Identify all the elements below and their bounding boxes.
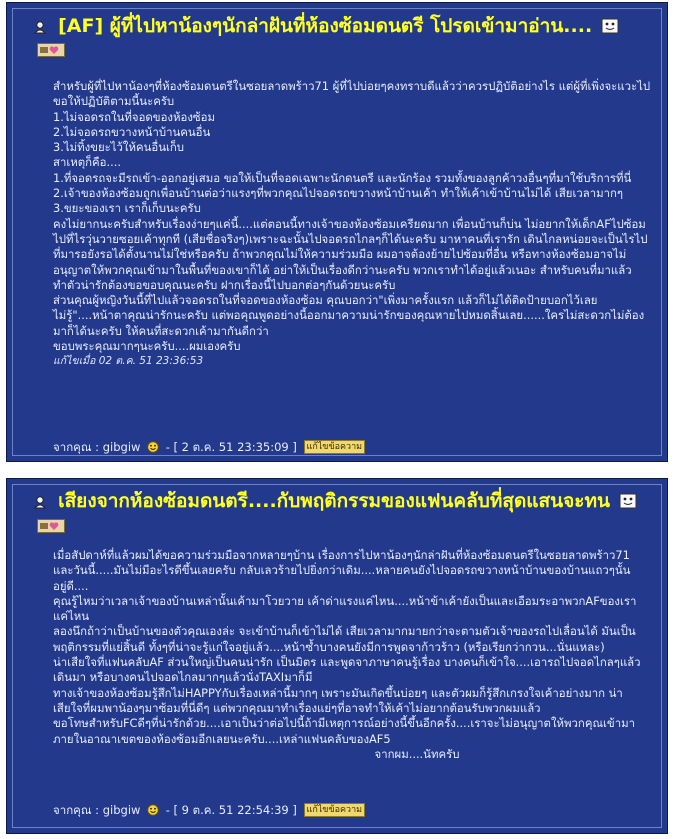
author-name[interactable]: gibgiw	[102, 803, 141, 817]
author-name[interactable]: gibgiw	[102, 440, 141, 454]
post-paragraph: ทางเจ้าของห้องซ้อมรู้สึกไม่HAPPYกับเรื่องเหล่านี้มากๆ เพราะมันเกิดขึ้นบ่อยๆ และตัวผมก็รู้สึกเกรงใจเค้าอย่างมาก น่าเสียใจที่ผมพาน้องๆมาซ้อมที่นี่ดีๆ แต่พวกคุณมาทำเรื่องแย่ๆที่อาจทำให้เค้าไม่อยากต้อนรับพวกผมแล้ว	[53, 685, 623, 715]
reason-item: 3.ขยะของเรา เราก็เก็บนะครับ	[53, 201, 201, 216]
post-card-1	[6, 2, 668, 462]
smiley-icon	[147, 441, 159, 453]
signature: จากผม....นัทครับ	[374, 746, 460, 761]
post-paragraph: ขอโทษสำหรับFCดีๆที่น่ารักด้วย....เอาเป็นว่าต่อไปนี้ถ้ามีเหตุการณ์อย่างนี้ขึ้นอีกครั้ง....เราจะไม่อนุญาตให้พวกคุณเข้ามาภายในอาณาเขตของห้องซ้อมอีกเลยนะครับ....เหล่าแฟนคลับของAF5	[53, 716, 635, 746]
post-title[interactable]: เสียงจากห้องซ้อมดนตรี....กับพฤติกรรมของแฟนคลับที่สุดแสนจะทน	[58, 490, 610, 512]
post-paragraph: สาเหตุก็คือ....	[53, 155, 121, 170]
post-body	[53, 79, 651, 370]
rule-item: 2.ไม่จอดรถขวางหน้าบ้านคนอื่น	[53, 124, 211, 139]
post-paragraph: ลองนึกถ้าว่าเป็นบ้านของตัวคุณเองล่ะ จะเข้าบ้านก็เข้าไม่ได้ เสียเวลามากมายกว่าจะตามตัวเจ้าของรถไปเลื่อนได้ มันเป็นพฤติกรรมที่แย่สิ้นดี ทั้งๆที่น่าจะรู้แก่ใจอยู่แล้ว....หน้าซ้ำบางคนยังมีการพูดจาก้าวร้าว (หรือเรียกว่ากวน...นั่นแหละ)	[53, 624, 636, 654]
smiley-icon	[147, 804, 159, 816]
heart-badge-icon	[37, 518, 65, 532]
user-icon	[33, 494, 47, 508]
post-paragraph: คงไม่ยากนะครับสำหรับเรื่องง่ายๆแค่นี้....แต่ตอนนี้ทางเจ้าของห้องซ้อมเครียดมาก เพื่อนบ้านก็บ่น ไม่อยากให้เด็กAFไปซ้อม ไปที่ไรวุ่นวายซอยเค้าทุกที (เสียชื่อจริงๆ)เพราะฉะนั้นไปจอดรถไกลๆก็ได้นะครับ มาหาคนที่เรารัก เดินไกลหน่อยจะเป็นไรไป ที่มารอยังรอได้ตั้งนานไม่ใช่หรือครับ ถ้าพวกคุณไม่ให้ความร่วมมือ ผมอาจต้องย้ายไปซ้อมที่อื่น หรือทางห้องซ้อมอาจไม่อนุญาตให้พวกคุณเข้ามาในพื้นที่ของเขาก็ได้ อย่าให้เป็นเรื่องดีกว่านะครับ พวกเราทำได้อยู่แล้วเนอะ สำหรับคนที่มาแล้วทำตัวน่ารักต้องขอขอบคุณนะครับ ฝากเรื่องนี้ไปบอกต่อๆกันด้วยนะครับ	[53, 216, 648, 292]
post-title[interactable]: [AF] ผู้ที่ไปหาน้องๆนักล่าฝันที่ห้องซ้อมดนตรี โปรดเข้ามาอ่าน....	[58, 15, 593, 37]
post-title-row	[33, 13, 659, 58]
post-card-2	[6, 478, 668, 834]
edit-message-button[interactable]: แก้ไขข้อความ	[304, 440, 366, 454]
post-date: - [ 9 ต.ค. 51 22:54:39 ]	[165, 803, 297, 817]
post-date: - [ 2 ต.ค. 51 23:35:09 ]	[165, 440, 297, 454]
from-label: จากคุณ :	[53, 440, 100, 454]
post-body	[53, 548, 651, 762]
post-paragraph: เมื่อสัปดาห์ที่แล้วผมได้ขอความร่วมมือจากหลายๆบ้าน เรื่องการไปหาน้องๆนักล่าฝันที่ห้องซ้อมดนตรีในซอยลาดพร้าว71 และวันนี้.....มันไม่มีอะไรดีขึ้นเลยครับ กลับเลวร้ายไปยิ่งกว่าเดิม....หลายคนยังไปจอดรถขวางหน้าบ้านของบ้านแถวๆนั้นอยู่ดี....	[53, 548, 631, 593]
post-paragraph: ส่วนคุณผู้หญิงวันนี้ที่ไปแล้วจอดรถในที่จอดของห้องซ้อม คุณบอกว่า"เพิ่งมาครั้งแรก แล้วก็ไม่ได้ติดป้ายบอกไว้เลยไม่รู้"....หน้าตาคุณน่ารักนะครับ แต่พอคุณพูดอย่างนี้ออกมาความน่ารักของคุณหายไปหมดสิ้นเลย......ใครไม่สะดวกไม่ต้องมาก็ได้นะครับ ให้คนที่สะดวกเค้ามากันดีกว่า	[53, 293, 645, 338]
emoticon-icon	[619, 493, 637, 509]
edited-note: แก้ไขเมื่อ 02 ต.ค. 51 23:36:53	[53, 355, 204, 368]
reason-item: 1.ที่จอดรถจะมีรถเข้า-ออกอยู่เสมอ ขอให้เป็นที่จอดเฉพาะนักดนตรี และนักร้อง รวมทั้งของลูกค้าวงอื่นๆที่มาใช้บริการที่นี่	[53, 170, 632, 185]
post-title-row	[33, 487, 659, 534]
heart-badge-icon	[37, 42, 65, 56]
post-meta	[53, 439, 365, 455]
rule-item: 3.ไม่ทิ้งขยะไว้ให้คนอื่นเก็บ	[53, 140, 185, 155]
post-paragraph: สำหรับผู้ที่ไปหาน้องๆที่ห้องซ้อมดนตรีในซอยลาดพร้าว71 ผู้ที่ไปบ่อยๆคงทราบดีแล้วว่าควรปฏิบัติอย่างไร แต่ผู้ที่เพิ่งจะแวะไปขอให้ปฏิบัติตามนี้นะครับ	[53, 79, 651, 109]
from-label: จากคุณ :	[53, 803, 100, 817]
rule-item: 1.ไม่จอดรถในที่จอดของห้องซ้อม	[53, 109, 215, 124]
user-icon	[33, 19, 47, 33]
emoticon-icon	[601, 18, 619, 34]
post-paragraph: ขอบพระคุณมากๆนะครับ....ผมเองครับ	[53, 339, 241, 354]
reason-item: 2.เจ้าของห้องซ้อมถูกเพื่อนบ้านต่อว่าแรงๆที่พวกคุณไปจอดรถขวางหน้าบ้านเค้า ทำให้เค้าเข้าบ้านไม่ได้ เสียเวลามากๆ	[53, 186, 624, 201]
post-meta	[53, 802, 365, 818]
edit-message-button[interactable]: แก้ไขข้อความ	[304, 803, 366, 817]
post-paragraph: น่าเสียใจที่แฟนคลับAF ส่วนใหญ่เป็นคนน่ารัก เป็นมิตร และพูดจาภาษาคนรู้เรื่อง บางคนก็เข้าใจ....เอารถไปจอดไกลๆแล้วเดินมา หรือบางคนไปจอดไกลมากๆแล้วนั่งTAXIมาก็มี	[53, 655, 641, 685]
post-paragraph: คุณรู้ไหมว่าเวลาเจ้าของบ้านเหล่านั้นเค้ามาโวยวาย เค้าด่าแรงแค่ไหน....หน้าข้าเค้ายังเป็นและเอือมระอาพวกAFของเราแค่ไหน	[53, 593, 637, 624]
